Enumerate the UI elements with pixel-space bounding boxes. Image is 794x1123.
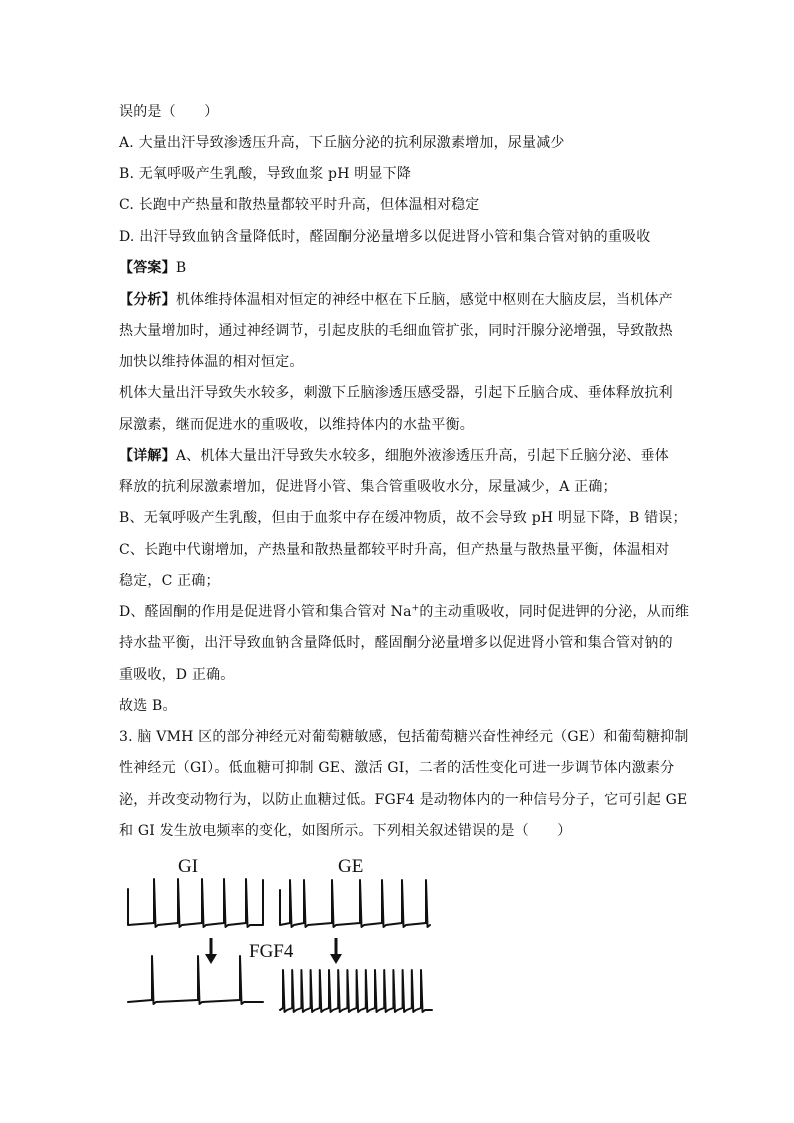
detail-text-6b: 的主动重吸收，同时促进钾的分泌，从而维 (419, 604, 690, 620)
ge-label: GE (338, 856, 364, 877)
option-b: B. 无氧呼吸产生乳酸，导致血浆 pH 明显下降 (119, 166, 412, 182)
question-2-stem-end: 误的是（ ） (119, 104, 219, 120)
detail-line-8: 重吸收，D 正确。 (119, 667, 235, 683)
analysis-line-3: 加快以维持体温的相对恒定。 (119, 354, 304, 370)
detail-line-4: C、长跑中代谢增加，产热量和散热量都较平时升高，但产热量与散热量平衡，体温相对 (119, 542, 670, 558)
answer-value: B (175, 260, 187, 276)
ge-control-trace (280, 880, 430, 927)
detail-line-6 (119, 602, 689, 622)
analysis-line-2: 热大量增加时，通过神经调节，引起皮肤的毛细血管扩张，同时汗腺分泌增强，导致散热 (119, 323, 673, 339)
detail-line-5: 稳定，C 正确； (119, 573, 220, 589)
detail-tag: 【详解】 (119, 448, 176, 464)
detail-text-6a: D、醛固酮的作用是促进肾小管和集合管对 Na (119, 604, 412, 620)
question-3-line-1: 3. 脑 VMH 区的部分神经元对葡萄糖敏感，包括葡萄糖兴奋性神经元（GE）和葡萄糖抑制 (119, 729, 689, 745)
analysis-line-4: 机体大量出汗导致失水较多，刺激下丘脑渗透压感受器，引起下丘脑合成、垂体释放抗利 (119, 385, 673, 401)
gi-control-trace (128, 879, 263, 927)
option-a: A. 大量出汗导致渗透压升高，下丘脑分泌的抗利尿激素增加，尿量减少 (119, 135, 565, 151)
answer-tag: 【答案】 (119, 260, 176, 276)
question-3-line-4: 和 GI 发生放电频率的变化，如图所示。下列相关叙述错误的是（ ） (119, 823, 572, 839)
gi-label: GI (178, 856, 199, 877)
firing-traces-svg (120, 850, 450, 1020)
analysis-tag: 【分析】 (119, 292, 176, 308)
gi-fgf4-arrow (205, 938, 217, 964)
fgf4-label: FGF4 (249, 941, 294, 962)
detail-line-1 (119, 446, 669, 466)
question-3-line-2: 性神经元（GI）。低血糖可抑制 GE、激活 GI，二者的活性变化可进一步调节体内激素分 (119, 760, 675, 776)
detail-line-2: 释放的抗利尿激素增加，促进肾小管、集合管重吸收水分，尿量减少，A 正确； (119, 479, 617, 495)
detail-line-7: 持水盐平衡，出汗导致血钠含量降低时，醛固酮分泌量增多以促进肾小管和集合管对钠的 (119, 635, 673, 651)
detail-text-1: A、机体大量出汗导致失水较多，细胞外液渗透压升高，引起下丘脑分泌、垂体 (175, 448, 669, 464)
detail-line-3: B、无氧呼吸产生乳酸，但由于血浆中存在缓冲物质，故不会导致 pH 明显下降，B 错误； (119, 510, 687, 526)
answer-line (119, 258, 186, 278)
sodium-superscript: + (411, 603, 420, 614)
neuron-firing-figure (120, 850, 450, 1020)
ge-fgf4-trace (280, 970, 432, 1012)
option-c: C. 长跑中产热量和散热量都较平时升高，但体温相对稳定 (119, 197, 480, 213)
analysis-text-1: 机体维持体温相对恒定的神经中枢在下丘脑，感觉中枢则在大脑皮层，当机体产 (175, 292, 673, 308)
question-3-line-3: 泌，并改变动物行为，以防止血糖过低。FGF4 是动物体内的一种信号分子，它可引起 GE (119, 792, 688, 808)
analysis-line-1 (119, 290, 673, 310)
option-d: D. 出汗导致血钠含量降低时，醛固酮分泌量增多以促进肾小管和集合管对钠的重吸收 (119, 229, 651, 245)
conclusion-line: 故选 B。 (119, 698, 177, 714)
analysis-line-5: 尿激素，继而促进水的重吸收，以维持体内的水盐平衡。 (119, 417, 474, 433)
ge-fgf4-arrow (330, 938, 342, 964)
gi-fgf4-trace (128, 956, 263, 1004)
